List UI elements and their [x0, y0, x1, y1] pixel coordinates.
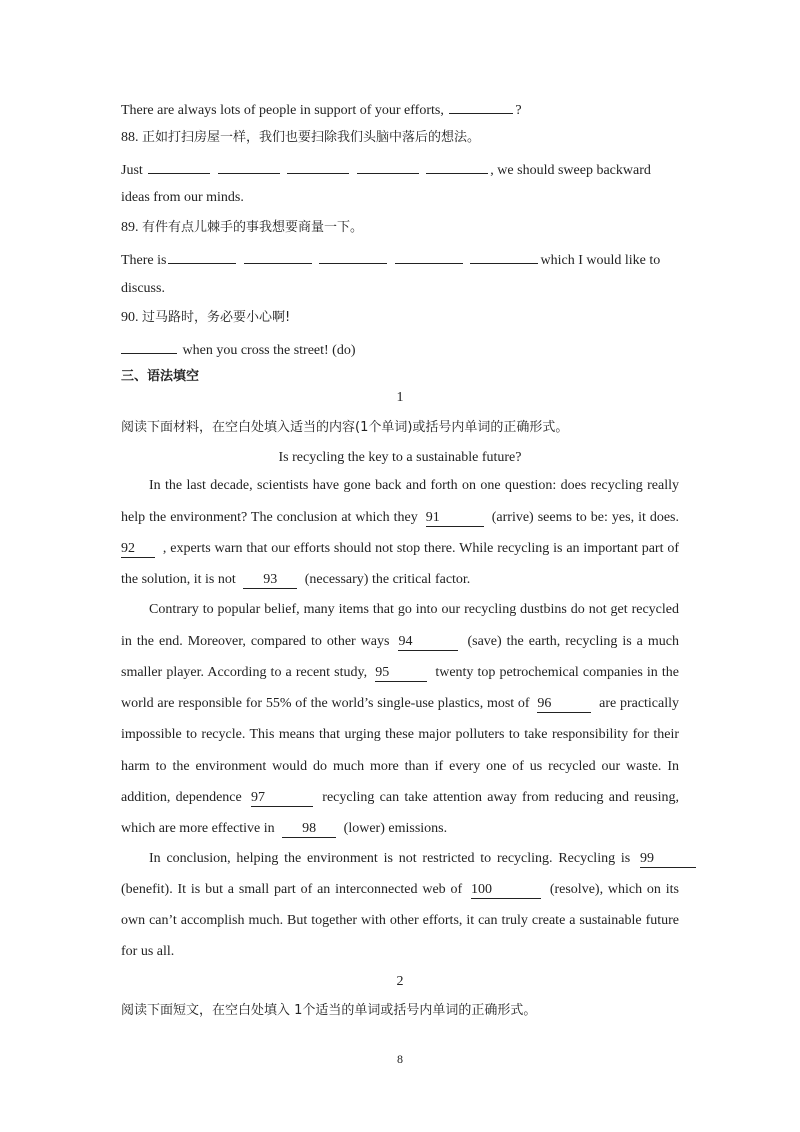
q87-end: ? [515, 103, 522, 118]
q89-prompt [121, 219, 363, 237]
q88-answer-line [121, 159, 651, 180]
passage-line: for us all. [121, 944, 175, 959]
passage-line: In conclusion, helping the environment is not restricted to recycling. Recycling is 99 [149, 850, 696, 868]
passage-title: Is recycling the key to a sustainable future? [278, 450, 522, 465]
q87-text: There are always lots of people in support of your efforts, [121, 103, 444, 118]
passage-line: Contrary to popular belief, many items that go into our recycling dustbins do not get recycled [149, 602, 679, 617]
passage-number: 1 [396, 390, 404, 405]
q90-prompt [121, 309, 290, 327]
answer-blank[interactable] [148, 159, 210, 174]
answer-blank[interactable] [319, 249, 387, 264]
q89-chinese: 有件有点儿棘手的事我想要商量一下。 [142, 220, 364, 235]
passage-line: 92 , experts warn that our efforts should not stop there. While recycling is an important part of [121, 541, 680, 556]
blank-92[interactable]: 92 [121, 541, 155, 558]
q89-end: which I would like to [540, 253, 661, 268]
answer-blank[interactable] [470, 249, 538, 264]
blank-100[interactable]: 100 [471, 882, 541, 899]
passage-line: which are more effective in 98 (lower) emissions. [121, 821, 448, 836]
passage-line: In the last decade, scientists have gone back and forth on one question: does recycling really [149, 478, 679, 493]
passage-line: help the environment? The conclusion at which they 91 (arrive) seems to be: yes, it does. [121, 510, 680, 525]
blank-95[interactable]: 95 [375, 665, 427, 682]
q88-chinese: 正如打扫房屋一样，我们也要扫除我们头脑中落后的想法。 [142, 130, 481, 145]
blank-93[interactable]: 93 [243, 572, 297, 589]
q90-chinese: 过马路时，务必要小心啊! [142, 310, 291, 325]
passage-line: smaller player. According to a recent study, 95 twenty top petrochemical companies in the [121, 665, 679, 680]
blank-99[interactable]: 99 [640, 851, 696, 868]
blank-98[interactable]: 98 [282, 821, 336, 838]
question-number: 88. [121, 130, 139, 145]
passage-instruction: 阅读下面材料，在空白处填入适当的内容(1个单词)或括号内单词的正确形式。 [121, 420, 569, 435]
section-title: 三、语法填空 [121, 369, 200, 384]
question-number: 89. [121, 220, 139, 235]
passage-line: in the end. Moreover, compared to other ways 94 (save) the earth, recycling is a much [121, 634, 679, 649]
answer-blank[interactable] [244, 249, 312, 264]
question-number: 90. [121, 310, 139, 325]
blank-97[interactable]: 97 [251, 790, 313, 807]
blank-94[interactable]: 94 [398, 634, 458, 651]
answer-blank[interactable] [168, 249, 236, 264]
q88-end: , we should sweep backward [490, 163, 651, 178]
q89-start: There is [121, 253, 167, 268]
passage-line: own can’t accomplish much. But together with other efforts, it can truly create a sustainable future [121, 913, 679, 928]
q88-start: Just [121, 163, 143, 178]
q88-line2: ideas from our minds. [121, 190, 244, 205]
q88-prompt [121, 129, 480, 147]
answer-blank[interactable] [449, 99, 513, 114]
q89-answer-line [121, 249, 660, 270]
answer-blank[interactable] [121, 339, 177, 354]
passage-line: world are responsible for 55% of the world’s single-use plastics, most of 96 are practically [121, 696, 680, 711]
passage-line: harm to the environment would do much more than if every one of us recycled our waste. In [121, 759, 679, 774]
answer-blank[interactable] [218, 159, 280, 174]
page-number: 8 [397, 1052, 403, 1066]
passage-line: addition, dependence 97 recycling can take attention away from reducing and reusing, [121, 790, 679, 805]
q87-sentence [121, 99, 522, 120]
passage-number: 2 [396, 974, 404, 989]
blank-91[interactable]: 91 [426, 510, 484, 527]
q90-answer-line [121, 339, 356, 360]
passage-instruction: 阅读下面短文，在空白处填入 1个适当的单词或括号内单词的正确形式。 [121, 1003, 537, 1018]
answer-blank[interactable] [287, 159, 349, 174]
passage-line: the solution, it is not 93 (necessary) the critical factor. [121, 572, 471, 587]
passage-line: (benefit). It is but a small part of an interconnected web of 100 (resolve), which on its [121, 882, 679, 897]
answer-blank[interactable] [426, 159, 488, 174]
blank-96[interactable]: 96 [537, 696, 591, 713]
passage-line: impossible to recycle. This means that urging these major polluters to take responsibility for their [121, 727, 679, 742]
answer-blank[interactable] [357, 159, 419, 174]
q90-end: when you cross the street! (do) [182, 343, 356, 358]
q89-line2: discuss. [121, 281, 165, 296]
answer-blank[interactable] [395, 249, 463, 264]
